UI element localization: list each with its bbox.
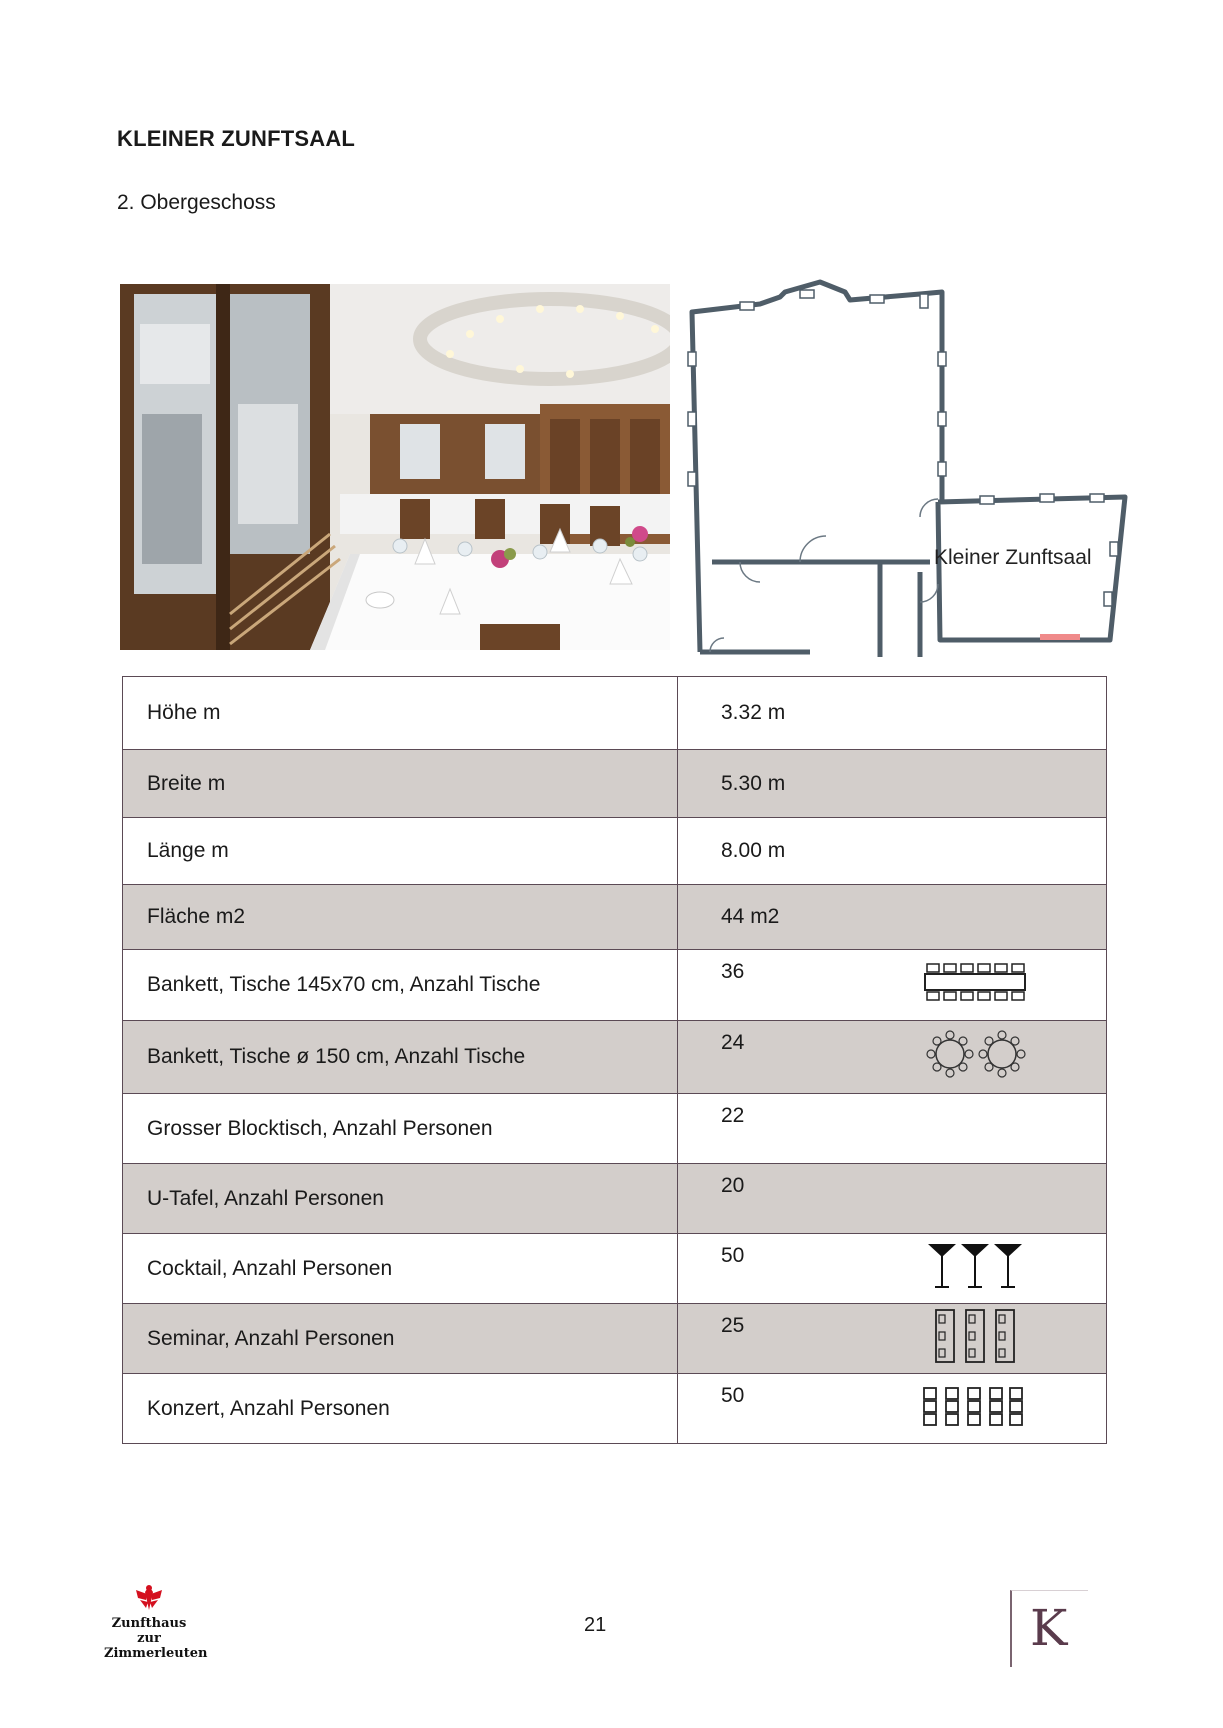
banquet-rect-tables-icon: [922, 961, 1028, 1009]
spec-label: Bankett, Tische 145x70 cm, Anzahl Tische: [123, 950, 678, 1021]
room-photo: [120, 284, 670, 650]
table-row-bankett-rect: [123, 950, 1107, 1021]
table-row-konzert: [123, 1374, 1107, 1444]
spec-label: Länge m: [123, 818, 678, 885]
spec-label: Seminar, Anzahl Personen: [123, 1304, 678, 1374]
spec-label: Grosser Blocktisch, Anzahl Personen: [123, 1094, 678, 1164]
page-number: 21: [584, 1614, 607, 1636]
spec-label: Bankett, Tische ø 150 cm, Anzahl Tische: [123, 1021, 678, 1094]
spec-value: 8.00 m: [678, 818, 1107, 885]
table-row-seminar: [123, 1304, 1107, 1374]
table-row-bankett-round: [123, 1021, 1107, 1094]
spec-value: 44 m2: [678, 885, 1107, 950]
spec-label: Breite m: [123, 750, 678, 818]
room-specs-table: [122, 676, 1107, 1444]
spec-value: 50: [721, 1384, 745, 1407]
floor-subtitle: 2. Obergeschoss: [117, 191, 276, 214]
floor-plan-room-label: Kleiner Zunftsaal: [934, 546, 1092, 569]
spec-value: 25: [721, 1314, 745, 1337]
cocktail-glasses-icon: [926, 1241, 1026, 1297]
logo-text-line-1: Zunfthaus: [111, 1616, 187, 1631]
spec-value: 24: [721, 1031, 745, 1054]
table-row-hoehe: [123, 677, 1107, 750]
concert-chairs-icon: [922, 1385, 1024, 1433]
spec-value: 50: [721, 1244, 745, 1267]
spec-value: 3.32 m: [678, 677, 1107, 750]
spec-label: Fläche m2: [123, 885, 678, 950]
brand-k-logo: [1010, 1590, 1088, 1667]
table-row-cocktail: [123, 1234, 1107, 1304]
spec-label: Cocktail, Anzahl Personen: [123, 1234, 678, 1304]
table-row-breite: [123, 750, 1107, 818]
eagle-crest-icon: [134, 1584, 164, 1612]
seminar-tables-icon: [934, 1308, 1018, 1370]
spec-value: 5.30 m: [678, 750, 1107, 818]
logo-text-line-3: Zimmerleuten: [104, 1646, 208, 1661]
spec-label: Konzert, Anzahl Personen: [123, 1374, 678, 1444]
logo-text-line-2: zur: [137, 1631, 161, 1646]
table-row-flaeche: [123, 885, 1107, 950]
spec-label: Höhe m: [123, 677, 678, 750]
page-title: KLEINER ZUNFTSAAL: [117, 126, 356, 151]
spec-value: 20: [721, 1174, 745, 1197]
table-row-u-tafel: [123, 1164, 1107, 1234]
banquet-round-tables-icon: [926, 1029, 1026, 1085]
table-row-blocktisch: [123, 1094, 1107, 1164]
spec-value: 22: [721, 1104, 745, 1127]
spec-value: 36: [721, 960, 745, 983]
brand-k-letter: K: [1030, 1599, 1068, 1657]
table-row-laenge: [123, 818, 1107, 885]
floor-plan: [680, 272, 1128, 657]
zunfthaus-logo: [104, 1584, 208, 1661]
spec-label: U-Tafel, Anzahl Personen: [123, 1164, 678, 1234]
